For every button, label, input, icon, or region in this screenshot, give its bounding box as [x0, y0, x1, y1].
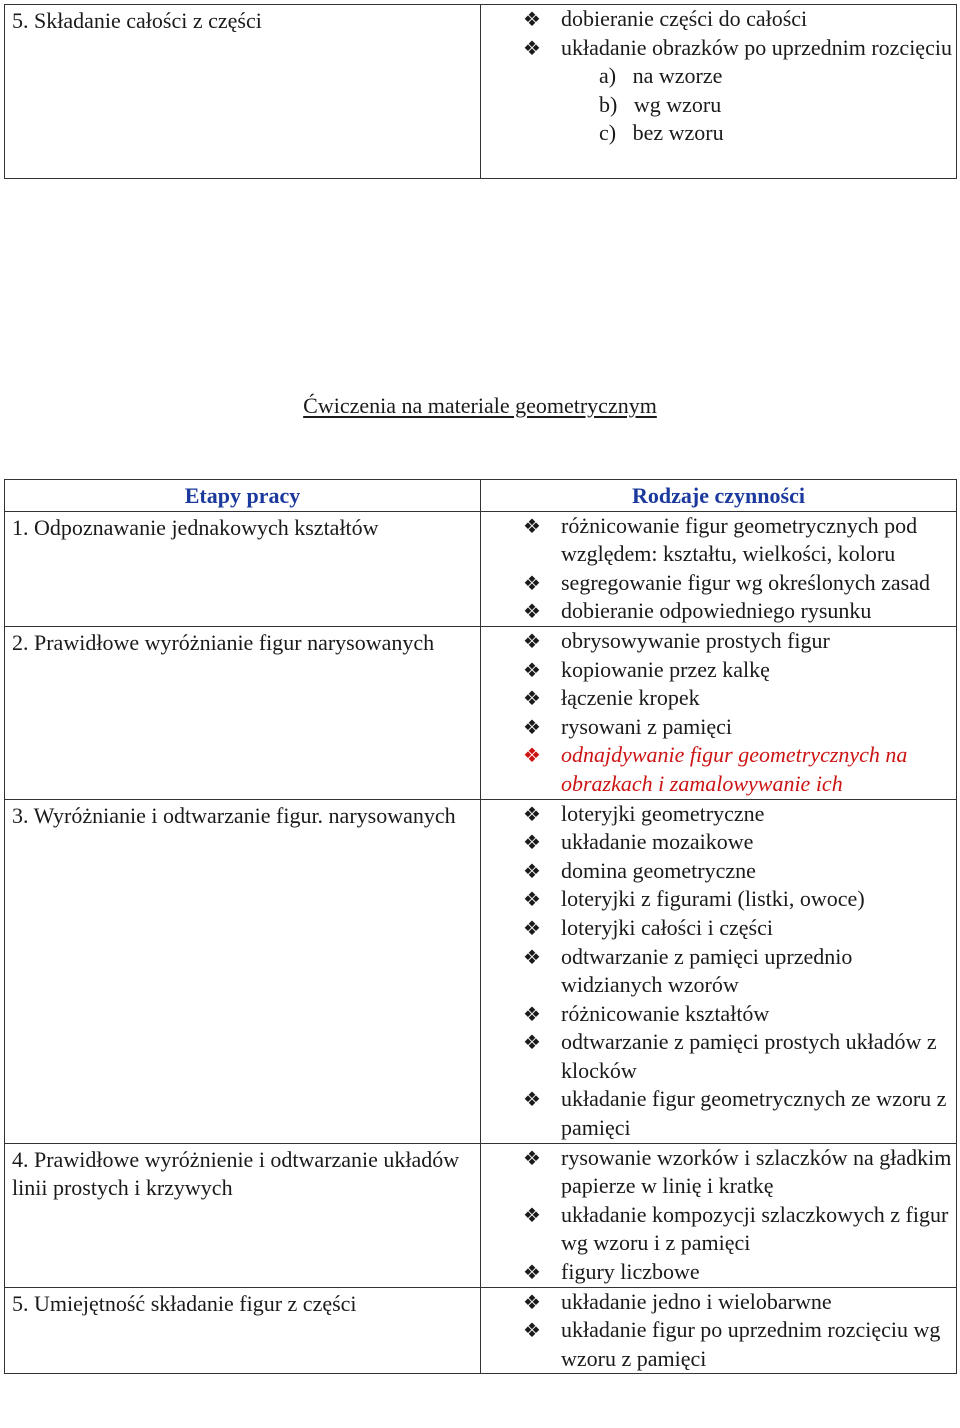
diamond-bullet-icon: ❖ — [523, 599, 541, 624]
diamond-bullet-icon: ❖ — [523, 7, 541, 31]
list-item — [481, 5, 956, 34]
activities-cell — [481, 799, 957, 1143]
exercises-table — [4, 479, 957, 1374]
list-item — [481, 1144, 956, 1201]
activity-text: domina geometryczne — [561, 857, 756, 883]
table-row — [5, 1143, 957, 1287]
diamond-bullet-icon: ❖ — [523, 513, 541, 538]
header-activities: Rodzaje czynności — [481, 480, 957, 512]
activities-cell — [481, 1143, 957, 1287]
stage-label: 1. Odpoznawanie jednakowych kształtów — [12, 514, 379, 540]
activity-list — [481, 512, 956, 626]
activity-text: dobieranie części do całości — [561, 6, 808, 31]
diamond-bullet-icon: ❖ — [523, 944, 541, 969]
activity-list — [481, 1288, 956, 1374]
diamond-bullet-icon: ❖ — [523, 1030, 541, 1055]
activity-list — [481, 627, 956, 799]
diamond-bullet-icon: ❖ — [523, 35, 541, 60]
stage-label: 5. Składanie całości z części — [12, 8, 262, 33]
activities-cell — [481, 1287, 957, 1374]
activity-text: układanie kompozycji szlaczkowych z figur wg wzoru i z pamięci — [561, 1201, 949, 1256]
activity-list — [481, 5, 956, 62]
list-item — [481, 1316, 956, 1373]
diamond-bullet-icon: ❖ — [523, 628, 541, 653]
diamond-bullet-icon: ❖ — [523, 743, 541, 768]
activity-text: układanie obrazków po uprzednim rozcięciu — [561, 34, 952, 60]
diamond-bullet-icon: ❖ — [523, 858, 541, 883]
diamond-bullet-icon: ❖ — [523, 830, 541, 855]
activity-text: układanie figur geometrycznych ze wzoru z pamięci — [561, 1086, 947, 1141]
list-item — [481, 943, 956, 1000]
list-item — [481, 569, 956, 598]
diamond-bullet-icon: ❖ — [523, 570, 541, 595]
table-row — [5, 1287, 957, 1374]
diamond-bullet-icon: ❖ — [523, 686, 541, 711]
stage-cell — [5, 5, 481, 179]
stage-label: 4. Prawidłowe wyróżnienie i odtwarzanie układów linii prostych i krzywych — [12, 1146, 460, 1201]
diamond-bullet-icon: ❖ — [523, 887, 541, 912]
table-row — [5, 799, 957, 1143]
diamond-bullet-icon: ❖ — [523, 801, 541, 826]
header-stages: Etapy pracy — [5, 480, 481, 512]
stage-label: 3. Wyróżnianie i odtwarzanie figur. narysowanych — [12, 802, 456, 828]
diamond-bullet-icon: ❖ — [523, 1145, 541, 1170]
activity-text: loteryjki z figurami (listki, owoce) — [561, 886, 865, 912]
activity-text: odtwarzanie z pamięci prostych układów z klocków — [561, 1029, 937, 1083]
table-row — [5, 626, 957, 799]
stage-cell — [5, 1143, 481, 1287]
diamond-bullet-icon: ❖ — [523, 1001, 541, 1026]
list-item — [481, 597, 956, 626]
activity-text: układanie jedno i wielobarwne — [561, 1288, 832, 1314]
activity-text: układanie figur po uprzednim rozcięciu wg wzoru z pamięci — [561, 1317, 941, 1371]
header-row — [5, 480, 957, 512]
activity-text: segregowanie figur wg określonych zasad — [561, 569, 930, 595]
activity-text: loteryjki całości i części — [561, 914, 773, 940]
stage-cell — [5, 626, 481, 799]
list-item — [481, 828, 956, 857]
section-title: Ćwiczenia na materiale geometrycznym — [303, 393, 657, 418]
list-item — [481, 857, 956, 886]
activity-text: układanie mozaikowe — [561, 829, 754, 855]
activities-cell — [481, 511, 957, 626]
list-item — [481, 914, 956, 943]
activities-cell — [481, 626, 957, 799]
list-item — [481, 885, 956, 914]
list-item — [481, 1085, 956, 1142]
activity-text: rysowanie wzorków i szlaczków na gładkim papierze w linię i kratkę — [561, 1144, 952, 1199]
list-item — [481, 800, 956, 829]
diamond-bullet-icon: ❖ — [523, 1318, 541, 1343]
list-item — [481, 1000, 956, 1029]
list-item — [481, 1288, 956, 1317]
list-item — [481, 713, 956, 742]
activity-text: figury liczbowe — [561, 1259, 700, 1285]
activity-text: dobieranie odpowiedniego rysunku — [561, 598, 872, 624]
diamond-bullet-icon: ❖ — [523, 915, 541, 940]
activity-text: kopiowanie przez kalkę — [561, 656, 770, 682]
list-item — [481, 656, 956, 685]
diamond-bullet-icon: ❖ — [523, 714, 541, 739]
diamond-bullet-icon: ❖ — [523, 657, 541, 682]
sub-list — [481, 62, 956, 148]
list-item — [481, 512, 956, 569]
sub-list-item: c) bez wzoru — [599, 120, 724, 146]
stage-cell — [5, 1287, 481, 1374]
list-item — [481, 34, 956, 63]
activity-text: odtwarzanie z pamięci uprzednio widzianych wzorów — [561, 943, 853, 998]
diamond-bullet-icon: ❖ — [523, 1087, 541, 1112]
list-item — [481, 1201, 956, 1258]
activities-cell — [481, 5, 957, 179]
stage-cell — [5, 799, 481, 1143]
activity-text: różnicowanie figur geometrycznych pod względem: kształtu, wielkości, koloru — [561, 512, 918, 567]
sub-list-item: a) na wzorze — [599, 63, 723, 89]
diamond-bullet-icon: ❖ — [523, 1289, 541, 1314]
activity-text: odnajdywanie figur geometrycznych na obrazkach i zamalowywanie ich — [561, 742, 908, 796]
activity-list — [481, 800, 956, 1143]
stage-cell — [5, 511, 481, 626]
activity-text: łączenie kropek — [561, 685, 700, 711]
activity-text: obrysowywanie prostych figur — [561, 627, 830, 653]
activity-list — [481, 1144, 956, 1287]
list-item — [481, 1258, 956, 1287]
activity-text: różnicowanie kształtów — [561, 1000, 770, 1026]
list-item-highlighted — [481, 741, 956, 798]
diamond-bullet-icon: ❖ — [523, 1202, 541, 1227]
table-row — [5, 511, 957, 626]
table-row — [5, 5, 957, 179]
list-item — [481, 627, 956, 656]
stage-label: 2. Prawidłowe wyróżnianie figur narysowanych — [12, 629, 435, 655]
diamond-bullet-icon: ❖ — [523, 1260, 541, 1285]
sub-list-item: b) wg wzoru — [599, 91, 722, 117]
list-item — [481, 684, 956, 713]
stage-label: 5. Umiejętność składanie figur z części — [12, 1290, 357, 1316]
activity-text: rysowani z pamięci — [561, 713, 733, 739]
activity-text: loteryjki geometryczne — [561, 800, 765, 826]
list-item — [481, 1028, 956, 1085]
top-table — [4, 4, 957, 179]
